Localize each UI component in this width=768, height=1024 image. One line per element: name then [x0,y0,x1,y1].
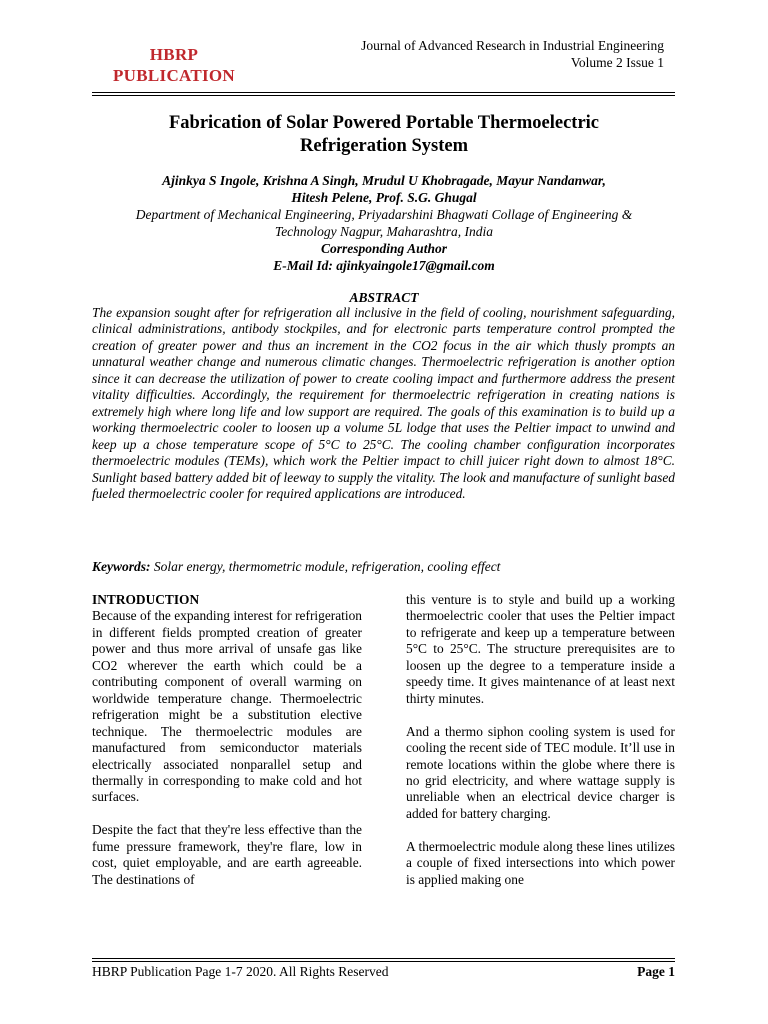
authors-line-1: Ajinkya S Ingole, Krishna A Singh, Mrudul U Khobragade, Mayur Nandanwar, [162,173,606,188]
publisher-logo [104,44,244,86]
left-column [92,592,362,905]
right-column [406,592,675,905]
affiliation-line-2: Technology Nagpur, Maharashtra, India [274,224,494,239]
logo-line-1: HBRP [149,45,199,64]
keywords-list: Solar energy, thermometric module, refrigeration, cooling effect [153,559,501,574]
authors-line-2: Hitesh Pelene, Prof. S.G. Ghugal [291,190,477,205]
title-line-2: Refrigeration System [300,136,468,156]
paragraph: this venture is to style and build up a working thermoelectric cooler that uses the Peltier impact to refrigerate and keep up a temperature between 5°C to 25°C. The structure prerequisites are to loosen up the degree to a temperature inside a speedy time. It gives maintenance of at least next thirty minutes. [406,592,675,706]
paragraph: A thermoelectric module along these lines utilizes a couple of fixed intersections into which power is applied making one [406,838,675,887]
paper-title [96,112,672,158]
abstract-text: The expansion sought after for refrigeration all inclusive in the field of cooling, nourishment safeguarding, clinical administrations, antibody stockpiles, and for electronic parts temperature control prompted the creation of greater power and thus an increment in the CO2 focus in the air which thusly prompts an unnatural weather change and numerous climatic changes. Thermoelectric refrigeration is another option since it can decrease the utilization of power to create cooling impact and furthermore address the present vitality difficulties. Accordingly, the requirement for thermoelectric refrigeration in creating nations is extremely high where long life and low support are required. The goals of this examination is to build up a working thermoelectric cooler to loosen up a volume 5L lodge that uses the Peltier impact to unwind and keep up a chose temperature scope of 5°C to 25°C. The cooling chamber configuration incorporates thermoelectric modules (TEMs), which work the Peltier impact to chill juicer right down to almost 18°C. Sunlight based battery added bit of leeway to supply the vitality. The look and manufacture of sunlight based fueled thermoelectric cooler for required applications are introduced. [92,305,675,501]
corresponding-author: Corresponding Author [321,241,447,256]
front-matter [96,172,672,274]
logo-line-2: PUBLICATION [112,66,235,85]
title-line-1: Fabrication of Solar Powered Portable Thermoelectric [168,113,600,133]
paragraph: Despite the fact that they're less effective than the fume pressure framework, they're flare, low in cost, quiet employable, and are earth agreeable. The destinations of [92,822,362,887]
footer-rule [92,958,675,962]
keywords [92,558,675,575]
email: E-Mail Id: ajinkyaingole17@gmail.com [273,258,495,273]
introduction-heading: INTRODUCTION [92,592,200,607]
paragraph: Because of the expanding interest for refrigeration in different fields prompted creation of greater power and thus more arrival of unsafe gas like CO2 wherever the earth which could be a contributing component of overall warming on worldwide temperature change. Thermoelectric refrigeration might be a substitution elective technique. The thermoelectric modules are manufactured from semiconductor materials electrically associated nonparallel setup and thermally in corresponding to make cold and hot surfaces. [92,608,362,805]
keywords-label: Keywords: [92,559,151,574]
volume-issue: Volume 2 Issue 1 [570,55,664,70]
journal-header [361,37,664,71]
footer-copyright: HBRP Publication Page 1-7 2020. All Rights Reserved [92,964,389,979]
page-number: Page 1 [637,964,675,979]
affiliation-line-1: Department of Mechanical Engineering, Priyadarshini Bhagwati Collage of Engineering & [135,207,633,222]
paragraph: And a thermo siphon cooling system is used for cooling the recent side of TEC module. It’ll use in remote locations within the globe where there is no grid electricity, and where wattage supply is unreliable when an electrical device charger is added for battery charging. [406,723,675,821]
abstract-heading: ABSTRACT [349,290,419,305]
journal-name: Journal of Advanced Research in Industrial Engineering [361,38,664,53]
header-rule [92,92,675,96]
